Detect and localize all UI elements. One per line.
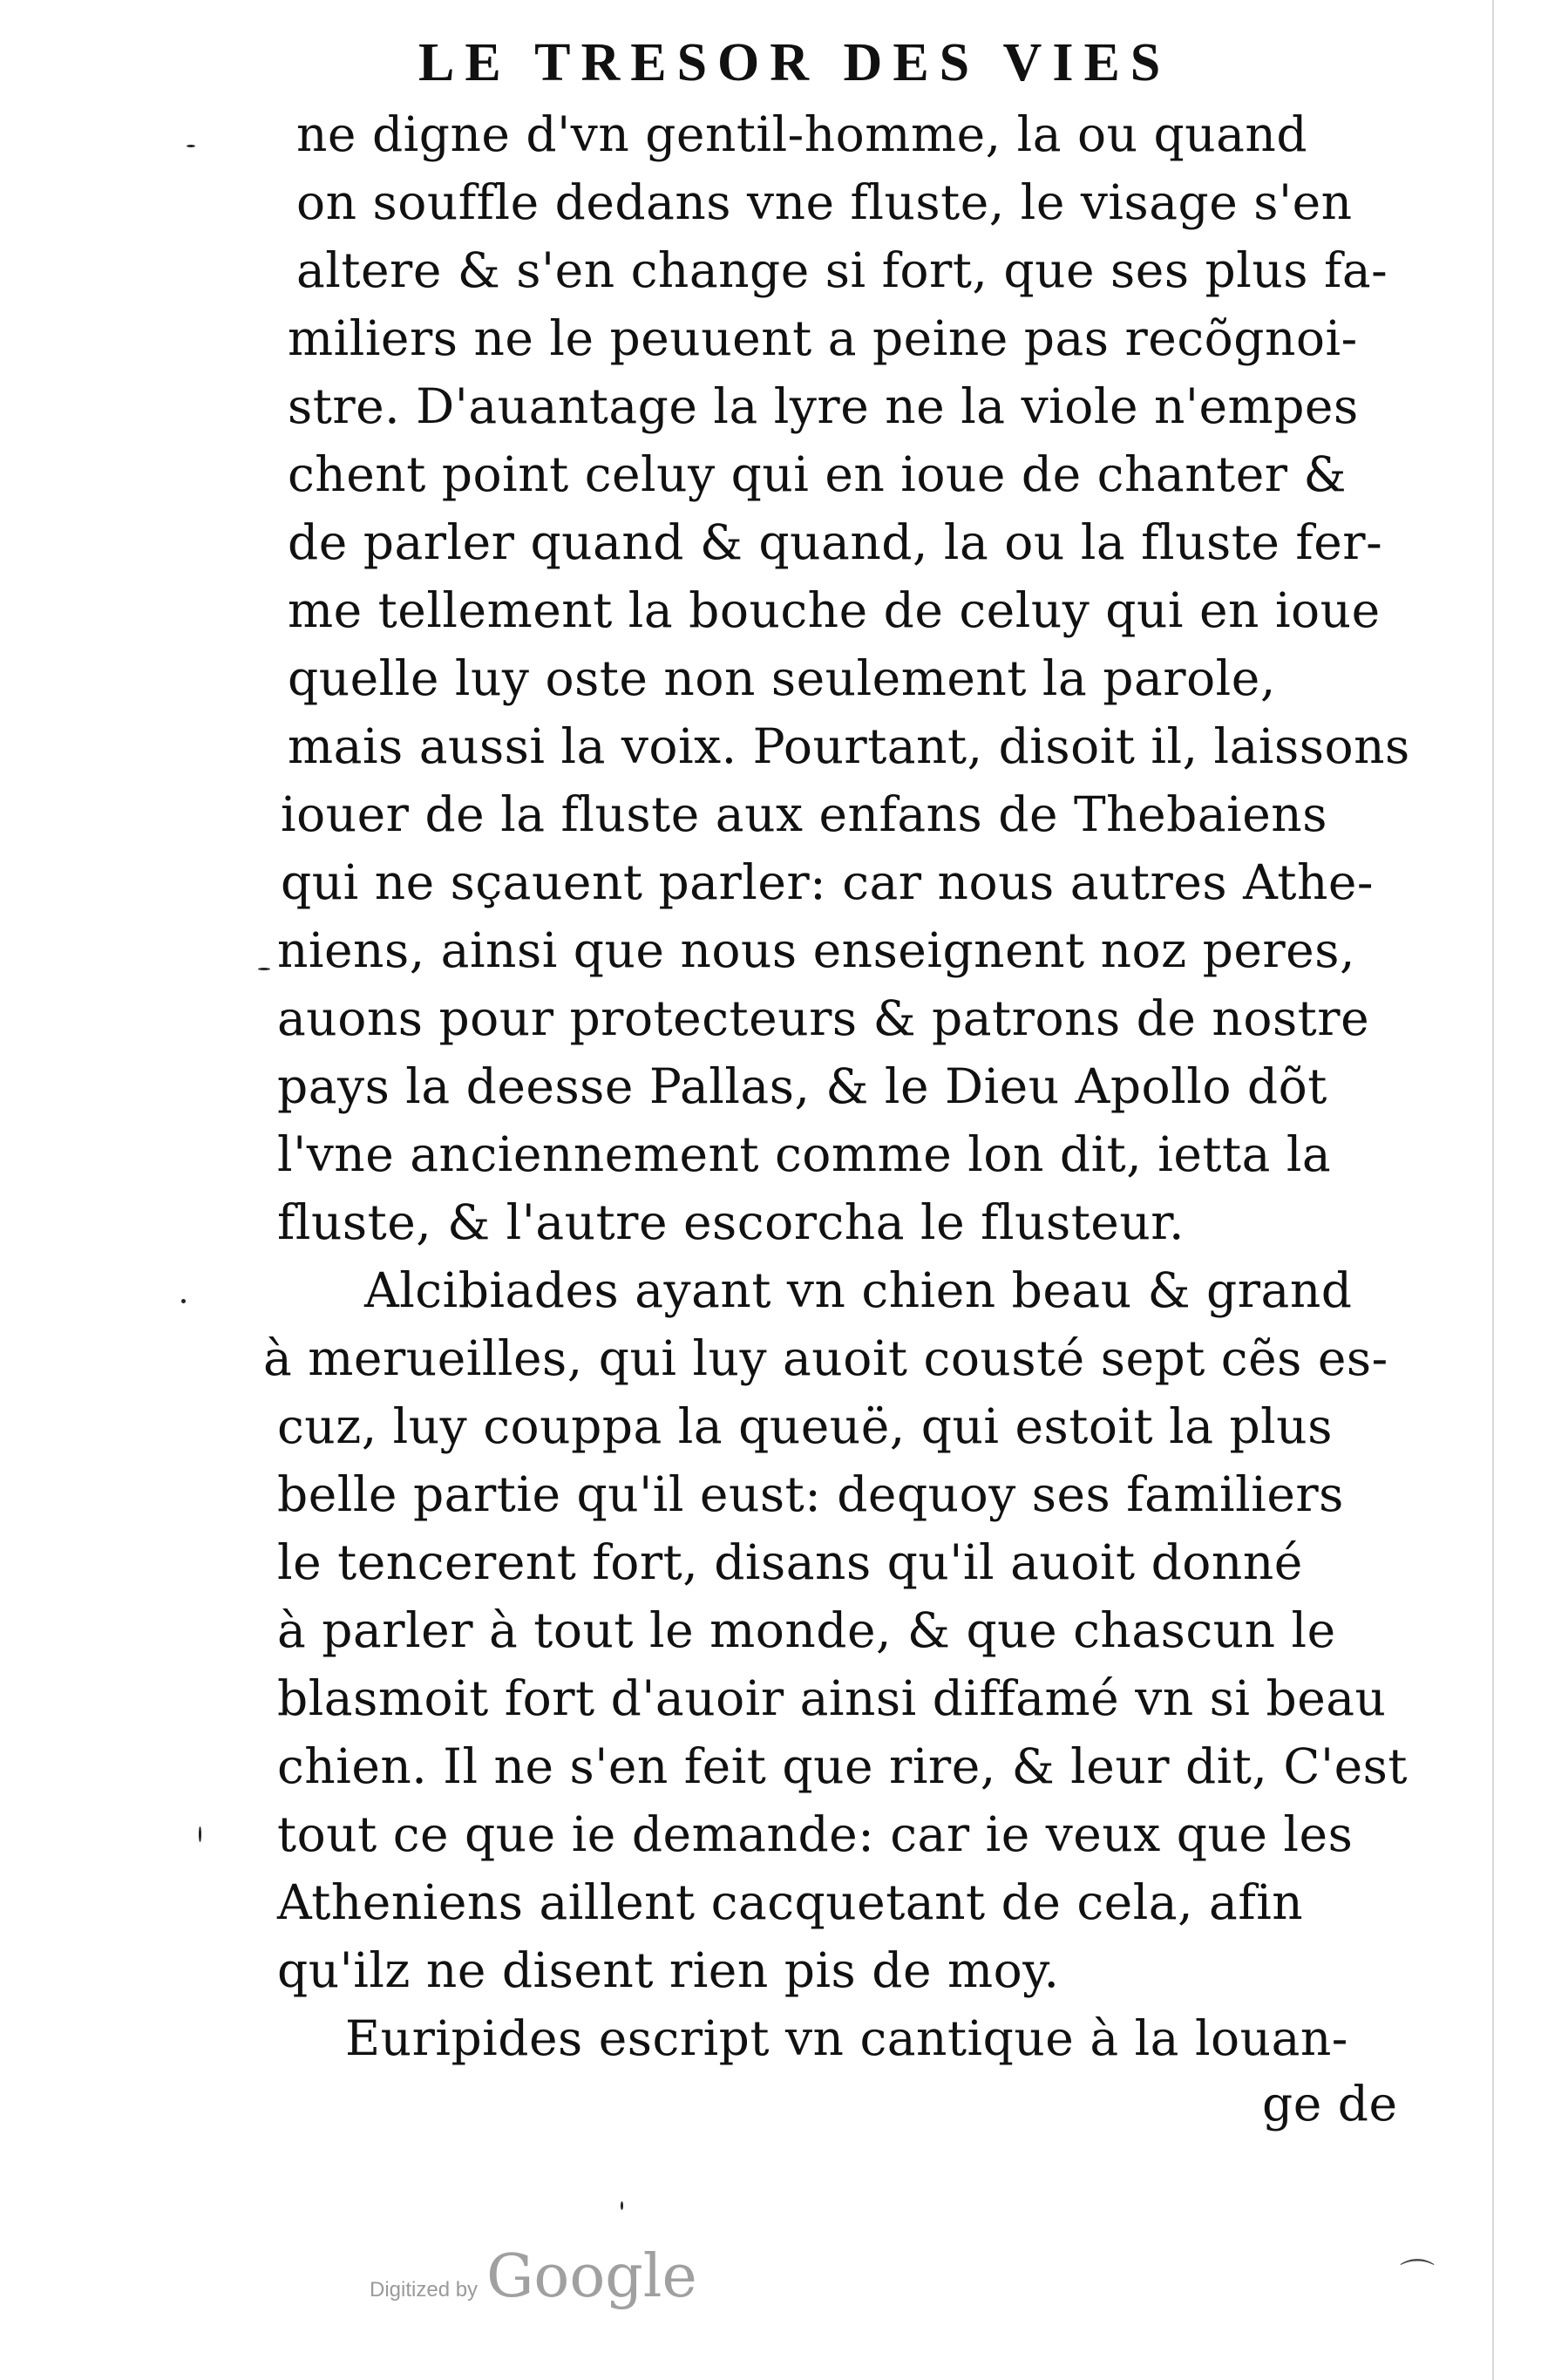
text-line: miliers ne le peuuent a peine pas recõgnoi- [288, 310, 1358, 366]
text-line: chien. Il ne s'en feit que rire, & leur dit, C'est [277, 1738, 1408, 1794]
text-line: me tellement la bouche de celuy qui en ioue [288, 582, 1381, 638]
text-line: auons pour protecteurs & patrons de nostre [277, 990, 1370, 1046]
margin-speck [258, 968, 270, 970]
text-line: de parler quand & quand, la ou la fluste fer- [288, 514, 1383, 570]
text-line: à parler à tout le monde, & que chascun le [277, 1602, 1336, 1658]
text-line: le tencerent fort, disans qu'il auoit donné [277, 1534, 1303, 1590]
page-edge-line [1492, 0, 1494, 2380]
text-line: quelle luy oste non seulement la parole, [288, 650, 1276, 706]
text-line: on souffle dedans vne fluste, le visage s'en [296, 174, 1353, 230]
text-line: chent point celuy qui en ioue de chanter & [288, 446, 1347, 502]
text-line: Alcibiades ayant vn chien beau & grand [364, 1262, 1353, 1318]
text-line: tout ce que ie demande: car ie veux que les [277, 1806, 1354, 1862]
corner-mark-icon: ⌒ [1400, 2257, 1435, 2297]
margin-speck [199, 1826, 201, 1842]
text-line: Euripides escript vn cantique à la louan- [345, 2010, 1348, 2066]
text-line: qu'ilz ne disent rien pis de moy. [277, 1942, 1060, 1998]
margin-speck [621, 2201, 623, 2210]
text-line: iouer de la fluste aux enfans de Thebaiens [281, 786, 1327, 842]
text-line: niens, ainsi que nous enseignent noz peres, [277, 922, 1355, 978]
text-line: stre. D'auantage la lyre ne la viole n'empes [288, 378, 1359, 434]
text-line: l'vne anciennement comme lon dit, ietta la [277, 1126, 1332, 1182]
text-line: altere & s'en change si fort, que ses plus fa- [296, 242, 1388, 298]
text-line: Atheniens aillent cacquetant de cela, afin [277, 1874, 1304, 1930]
digitized-label: Digitized by [370, 2278, 479, 2302]
text-line: pays la deesse Pallas, & le Dieu Apollo dõt [277, 1058, 1327, 1114]
text-line: fluste, & l'autre escorcha le flusteur. [277, 1194, 1185, 1250]
margin-speck [181, 1299, 186, 1303]
text-line: à merueilles, qui luy auoit cousté sept cẽs es- [263, 1330, 1388, 1386]
google-logo: Google [486, 2242, 697, 2311]
text-line: ne digne d'vn gentil-homme, la ou quand [296, 106, 1308, 162]
text-line: cuz, luy couppa la queuë, qui estoit la plus [277, 1398, 1333, 1454]
text-line: belle partie qu'il eust: dequoy ses familiers [277, 1466, 1344, 1522]
digitized-footer [370, 2242, 697, 2311]
text-line: mais aussi la voix. Pourtant, disoit il, laissons [288, 718, 1410, 774]
text-line: blasmoit fort d'auoir ainsi diffamé vn si beau [277, 1670, 1387, 1726]
running-head: LE TRESOR DES VIES [418, 33, 1171, 92]
catchword: ge de [1262, 2076, 1398, 2132]
text-line: qui ne sçauent parler: car nous autres Athe- [281, 854, 1374, 910]
margin-speck [187, 145, 195, 147]
